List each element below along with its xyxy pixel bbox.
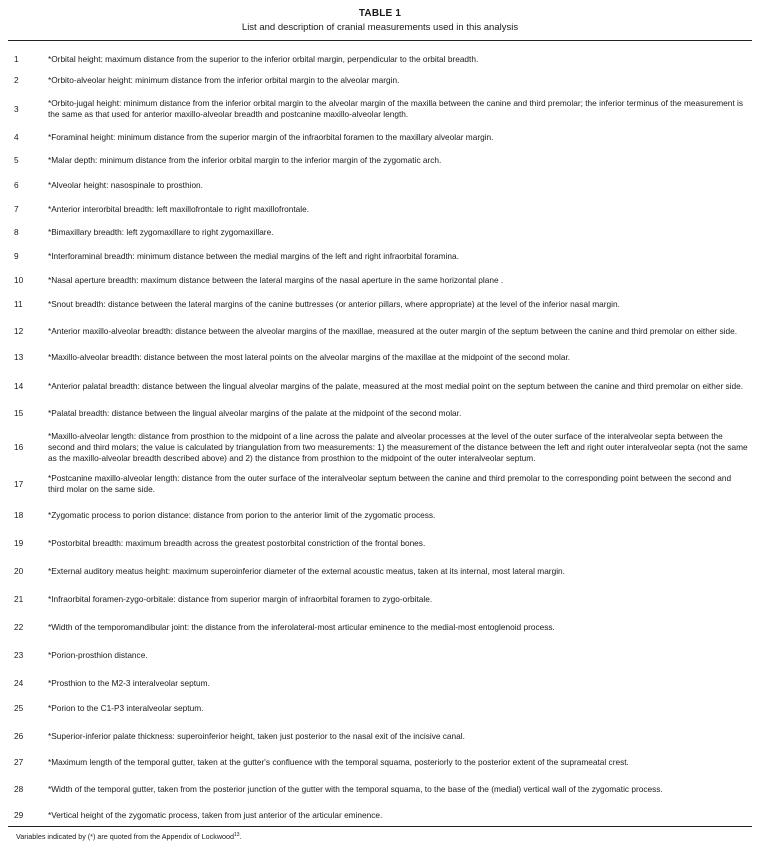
row-number: 7 xyxy=(14,204,19,214)
table-row xyxy=(0,593,760,605)
table-row xyxy=(0,649,760,661)
measurement-description: *Palatal breadth: distance between the lingual alveolar margins of the palate at the midpoint of the second molar. xyxy=(48,407,462,418)
row-number: 1 xyxy=(14,54,19,64)
measurement-description: *Porion-prosthion distance. xyxy=(48,649,148,660)
table-row xyxy=(0,565,760,577)
row-number: 26 xyxy=(14,731,24,741)
row-number: 23 xyxy=(14,650,24,660)
row-number: 16 xyxy=(14,442,24,452)
row-number: 25 xyxy=(14,703,24,713)
table-row xyxy=(0,509,760,521)
measurement-description: *Width of the temporomandibular joint: the distance from the inferolateral-most articular eminence to the medial-most entoglenoid process. xyxy=(48,621,555,632)
table-row xyxy=(0,730,760,742)
row-number: 3 xyxy=(14,104,19,114)
row-number: 11 xyxy=(14,299,23,309)
row-number: 2 xyxy=(14,75,19,85)
row-number: 15 xyxy=(14,408,24,418)
table-row xyxy=(0,131,760,143)
row-number: 29 xyxy=(14,810,24,820)
table-row xyxy=(0,677,760,689)
footnote-reference: 13 xyxy=(234,832,240,838)
table-row xyxy=(0,374,760,398)
measurement-description: *Vertical height of the zygomatic process, taken from just anterior of the articular eminence. xyxy=(48,809,383,820)
row-number: 12 xyxy=(14,326,24,336)
measurement-description: *Nasal aperture breadth: maximum distance between the lateral margins of the nasal aperture in the same horizontal plane . xyxy=(48,274,504,285)
measurement-description: *Width of the temporal gutter, taken from the posterior junction of the gutter with the temporal squama, to the base of the (medial) vertical wall of the zygomatic process. xyxy=(48,783,663,794)
row-number: 8 xyxy=(14,227,19,237)
top-rule xyxy=(8,40,752,41)
row-number: 27 xyxy=(14,757,24,767)
table-caption: List and description of cranial measurements used in this analysis xyxy=(241,22,519,33)
row-number: 17 xyxy=(14,479,24,489)
measurement-description: *External auditory meatus height: maximum superoinferior diameter of the external acoustic meatus, taken at its internal, most lateral margin. xyxy=(48,565,565,576)
table-row xyxy=(0,274,760,286)
measurement-description: *Maxillo-alveolar length: distance from prosthion to the midpoint of a line across the palate and alveolar processes at the level of the outer surface of the interalveolar septa between the second and third molars; the value is calculated by triangulation from two measurements: 1) the measurement of the distance between the left and right outer interalveolar septa (not the same as the maxillo-alveolar breadth described above) and 2) the distance from prosthion to the midpoint of the outer interalveolar septum. xyxy=(48,430,748,463)
measurement-description: *Anterior palatal breadth: distance between the lingual alveolar margins of the palate, measured at the most medial point on the septum between the canine and third premolar on either side. xyxy=(48,380,744,391)
footnote-tail: . xyxy=(239,832,242,841)
table-row xyxy=(0,250,760,262)
measurement-description: *Porion to the C1-P3 interalveolar septum. xyxy=(48,702,204,713)
row-number: 22 xyxy=(14,622,24,632)
row-number: 19 xyxy=(14,538,24,548)
table-row xyxy=(0,407,760,419)
row-number: 24 xyxy=(14,678,24,688)
table-row xyxy=(0,226,760,238)
table-row xyxy=(0,319,760,343)
row-number: 18 xyxy=(14,510,24,520)
measurement-description: *Postorbital breadth: maximum breadth across the greatest postorbital constriction of the frontal bones. xyxy=(48,537,426,548)
row-number: 5 xyxy=(14,155,19,165)
measurement-description: *Prosthion to the M2-3 interalveolar septum. xyxy=(48,677,210,688)
measurement-description: *Maxillo-alveolar breadth: distance between the most lateral points on the alveolar margins of the maxillae at the midpoint of the second molar. xyxy=(48,351,571,362)
row-number: 4 xyxy=(14,132,19,142)
table-footnote xyxy=(16,830,242,842)
table-row xyxy=(0,537,760,549)
measurement-description: *Zygomatic process to porion distance: distance from porion to the anterior limit of the zygomatic process. xyxy=(48,509,436,520)
measurement-description: *Bimaxillary breadth: left zygomaxillare to right zygomaxillare. xyxy=(48,226,274,237)
table-row xyxy=(0,621,760,633)
row-number: 28 xyxy=(14,784,24,794)
row-number: 9 xyxy=(14,251,19,261)
table-row xyxy=(0,74,760,86)
table-title: TABLE 1 xyxy=(358,8,402,19)
measurement-description: *Interforaminal breadth: minimum distance between the medial margins of the left and right infraorbital foramina. xyxy=(48,250,459,261)
measurement-description: *Malar depth: minimum distance from the inferior orbital margin to the inferior margin of the zygomatic arch. xyxy=(48,154,442,165)
measurement-description: *Alveolar height: nasospinale to prosthion. xyxy=(48,179,203,190)
bottom-rule xyxy=(8,826,752,827)
table-row xyxy=(0,298,760,310)
row-number: 21 xyxy=(14,594,24,604)
table-row xyxy=(0,53,760,65)
row-number: 20 xyxy=(14,566,24,576)
measurement-description: *Orbital height: maximum distance from the superior to the inferior orbital margin, perpendicular to the orbital breadth. xyxy=(48,53,479,64)
measurement-description: *Infraorbital foramen-zygo-orbitale: distance from superior margin of infraorbital foramen to zygo-orbitale. xyxy=(48,593,433,604)
table-row xyxy=(0,809,760,821)
row-number: 14 xyxy=(14,381,24,391)
table-row xyxy=(0,756,760,768)
footnote-text: Variables indicated by (*) are quoted from the Appendix of Lockwood xyxy=(16,832,235,841)
table-row xyxy=(0,783,760,795)
row-number: 6 xyxy=(14,180,19,190)
table-row xyxy=(0,702,760,714)
table-row xyxy=(0,351,760,363)
measurement-description: *Postcanine maxillo-alveolar length: distance from the outer surface of the interalveolar septum between the canine and third premolar to the corresponding point between the second and third molar on the same side. xyxy=(48,473,732,494)
measurement-description: *Snout breadth: distance between the lateral margins of the canine buttresses (or anterior pillars, where appropriate) at the level of the inferior nasal margin. xyxy=(48,298,620,309)
table-row xyxy=(0,97,760,121)
measurement-description: *Anterior maxillo-alveolar breadth: distance between the alveolar margins of the maxillae, measured at the outer margin of the septum between the canine and third premolar on either side. xyxy=(48,325,738,336)
measurement-description: *Anterior interorbital breadth: left maxillofrontale to right maxillofrontale. xyxy=(48,203,310,214)
row-number: 10 xyxy=(14,275,24,285)
measurement-description: *Superior-inferior palate thickness: superoinferior height, taken just posterior to the nasal exit of the incisive canal. xyxy=(48,730,465,741)
table-row xyxy=(0,429,760,465)
measurement-description: *Foraminal height: minimum distance from the superior margin of the infraorbital foramen to the maxillary alveolar margin. xyxy=(48,131,494,142)
measurement-description: *Orbito-alveolar height: minimum distance from the inferior orbital margin to the alveolar margin. xyxy=(48,74,400,85)
table-row xyxy=(0,203,760,215)
measurement-description: *Maximum length of the temporal gutter, taken at the gutter's confluence with the temporal squama, posteriorly to the posterior extent of the suprameatal crest. xyxy=(48,756,629,767)
row-number: 13 xyxy=(14,352,24,362)
measurement-description: *Orbito-jugal height: minimum distance from the inferior orbital margin to the alveolar margin of the maxilla between the canine and third premolar; the inferior terminus of the measurement is the same as that used for anterior maxillo-alveolar breadth and postcanine maxillo-alveolar length. xyxy=(48,98,743,119)
table-row xyxy=(0,179,760,191)
table-row xyxy=(0,472,760,496)
table-row xyxy=(0,154,760,166)
table-header xyxy=(0,8,760,34)
